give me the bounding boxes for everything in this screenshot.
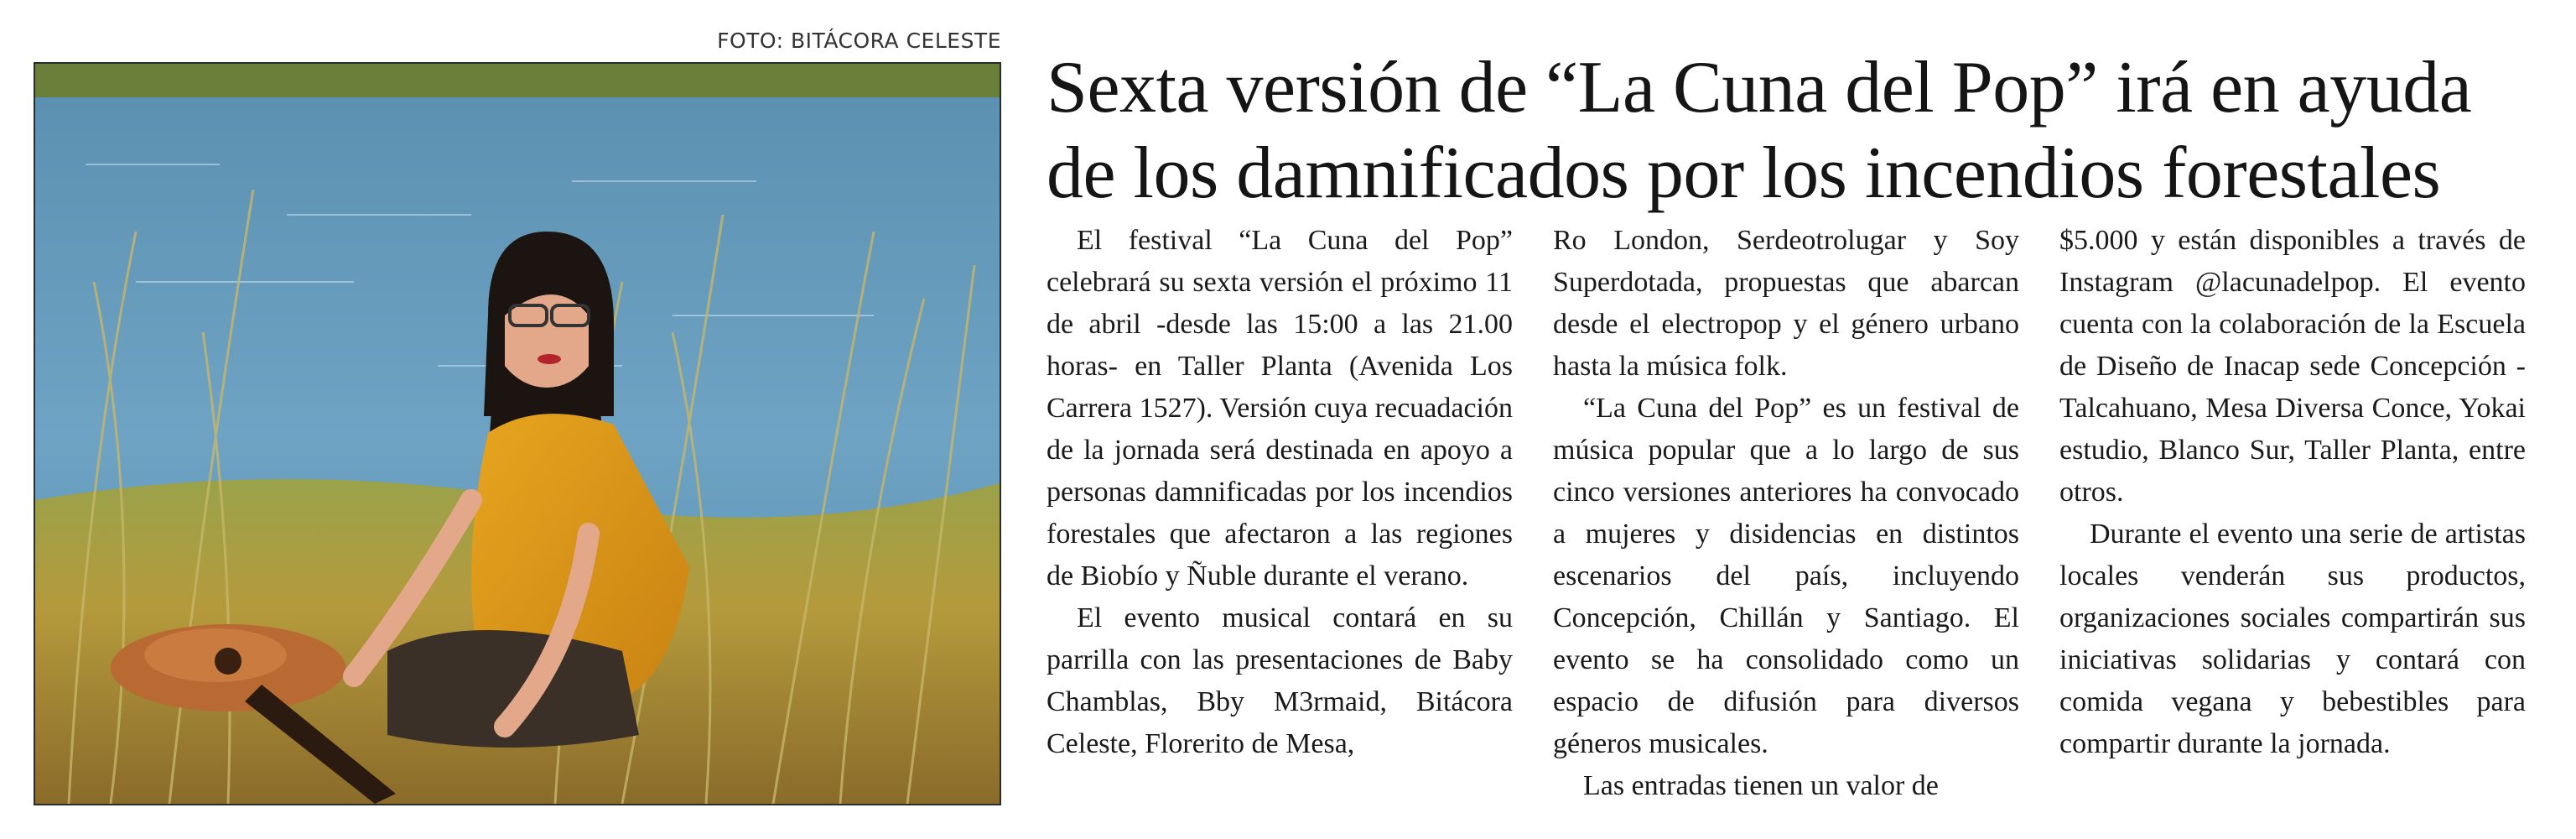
article-body [1046, 220, 2526, 807]
paragraph: Ro London, Serdeotrolugar y Soy Superdotada, propuestas que abarcan desde el electropop y el género urbano hasta la música folk. [1553, 225, 2019, 382]
article-headline: Sexta versión de “La Cuna del Pop” irá en ayuda de los damnificados por los incendios forestales [1046, 47, 2472, 214]
paragraph: $5.000 y están disponibles a través de Instagram @lacunadelpop. El evento cuenta con la colaboración de la Escuela de Diseño de Inacap sede Concepción - Talcahuano, Mesa Diversa Conce, Yokai estudio, Blanco Sur, Taller Planta, entre otros. [2059, 225, 2526, 508]
woman-with-guitar-by-lake-photo [35, 64, 1000, 804]
paragraph: Las entradas tienen un valor de [1583, 770, 1939, 801]
article-column-2 [1553, 220, 2019, 807]
article-photo [34, 62, 1001, 805]
paragraph: Durante el evento una serie de artistas locales venderán sus productos, organizaciones sociales compartirán sus iniciativas solidarias y contará con comida vegana y bebestibles para compartir durante la jornada. [2059, 519, 2526, 759]
article-column-1 [1046, 220, 1513, 807]
photo-credit: FOTO: BITÁCORA CELESTE [717, 29, 1001, 53]
paragraph: El evento musical contará en su parrilla con las presentaciones de Baby Chamblas, Bby M3rmaid, Bitácora Celeste, Florerito de Mesa, [1046, 602, 1513, 759]
paragraph: El festival “La Cuna del Pop” celebrará su sexta versión el próximo 11 de abril -desde las 15:00 a las 21.00 horas- en Taller Planta (Avenida Los Carrera 1527). Versión cuya recuadación de la jornada será destinada en apoyo a personas damnificadas por los incendios forestales que afectaron a las regiones de Biobío y Ñuble durante el verano. [1046, 225, 1513, 591]
article-column-3 [2059, 220, 2526, 807]
paragraph: “La Cuna del Pop” es un festival de música popular que a lo largo de sus cinco versiones anteriores ha convocado a mujeres y disidencias en distintos escenarios del país, incluyendo Concepción, Chillán y Santiago. El evento se ha consolidado como un espacio de difusión para diversos géneros musicales. [1553, 393, 2019, 759]
